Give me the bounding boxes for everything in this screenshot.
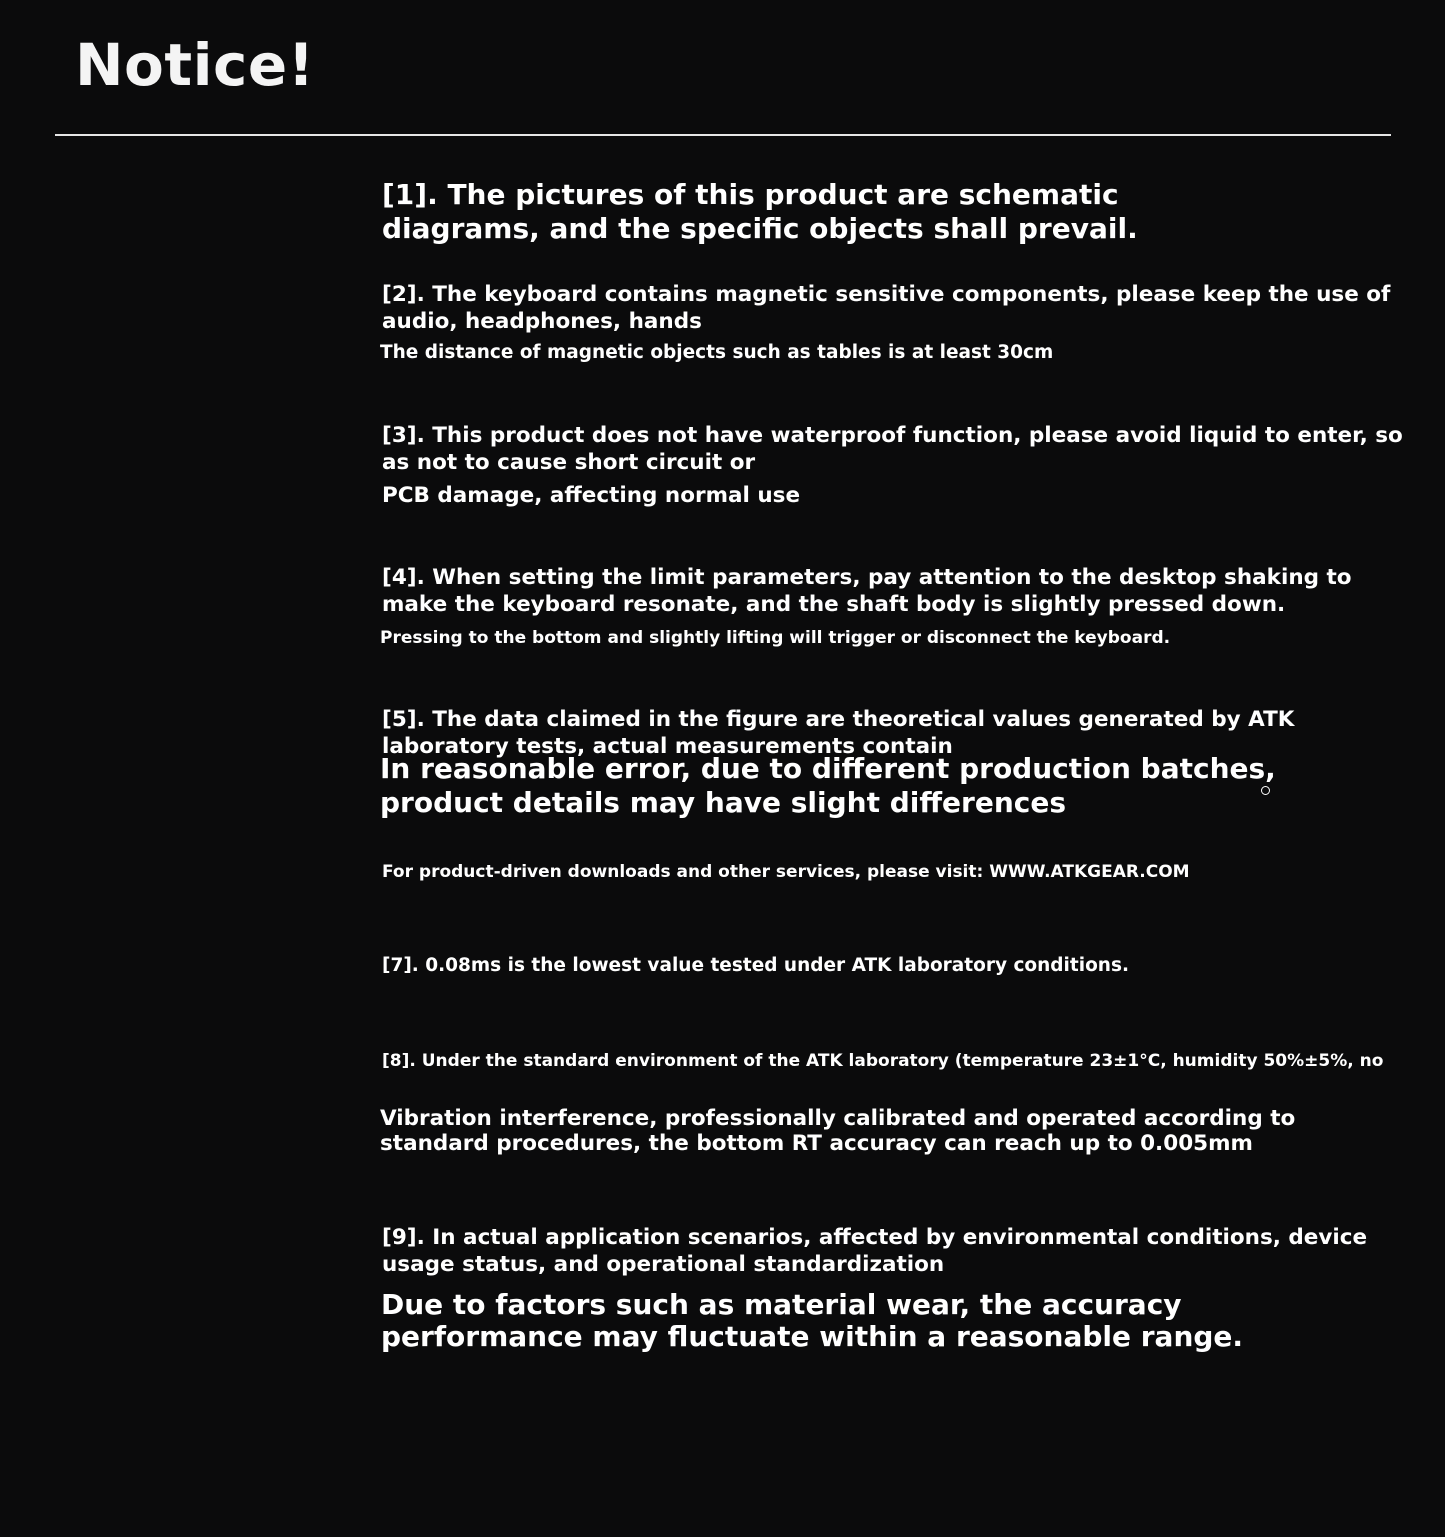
notice-item-5-line-1: [5]. The data claimed in the figure are theoretical values generated by ATK bbox=[382, 707, 1295, 732]
notice-item-1-line-1: [1]. The pictures of this product are schematic bbox=[382, 178, 1119, 211]
notice-item-2-line-1: [2]. The keyboard contains magnetic sensitive components, please keep the use of bbox=[382, 282, 1391, 307]
notice-title: Notice! bbox=[75, 31, 315, 99]
notice-item-7-line-1: [7]. 0.08ms is the lowest value tested under ATK laboratory conditions. bbox=[382, 955, 1129, 976]
notice-item-2-line-2: audio, headphones, hands bbox=[382, 309, 702, 334]
notice-item-3-line-2: as not to cause short circuit or bbox=[382, 450, 756, 475]
notice-item-4-line-1: [4]. When setting the limit parameters, pay attention to the desktop shaking to bbox=[382, 565, 1352, 590]
notice-item-3-line-1: [3]. This product does not have waterproof function, please avoid liquid to enter, so bbox=[382, 423, 1403, 448]
notice-item-9-line-2: usage status, and operational standardization bbox=[382, 1252, 945, 1277]
notice-item-9-line-3: Due to factors such as material wear, the accuracy bbox=[381, 1288, 1182, 1321]
notice-item-8-line-2: Vibration interference, professionally calibrated and operated according to bbox=[380, 1106, 1296, 1131]
notice-item-8-line-1: [8]. Under the standard environment of the ATK laboratory (temperature 23±1°C, humidity 50%±5%, no bbox=[382, 1051, 1384, 1071]
notice-item-9-line-4: performance may fluctuate within a reasonable range. bbox=[381, 1320, 1244, 1353]
notice-item-2-line-3: The distance of magnetic objects such as tables is at least 30cm bbox=[380, 342, 1054, 363]
notice-item-1-line-2: diagrams, and the specific objects shall prevail. bbox=[382, 212, 1138, 245]
notice-item-5-line-4: product details may have slight differences bbox=[380, 786, 1067, 819]
notice-item-9-line-1: [9]. In actual application scenarios, affected by environmental conditions, device bbox=[382, 1225, 1368, 1250]
small-circle-mark bbox=[1261, 786, 1270, 795]
notice-item-5-line-2: laboratory tests, actual measurements contain bbox=[382, 734, 953, 759]
notice-item-3-line-3: PCB damage, affecting normal use bbox=[382, 483, 801, 508]
title-divider bbox=[55, 134, 1391, 136]
notice-item-4-line-2: make the keyboard resonate, and the shaft body is slightly pressed down. bbox=[382, 592, 1286, 617]
notice-item-8-line-3: standard procedures, the bottom RT accuracy can reach up to 0.005mm bbox=[380, 1131, 1253, 1156]
notice-item-5-line-3: In reasonable error, due to different production batches, bbox=[380, 752, 1276, 785]
notice-item-4-line-3: Pressing to the bottom and slightly lifting will trigger or disconnect the keyboard. bbox=[380, 628, 1171, 648]
notice-item-6-line-1: For product-driven downloads and other services, please visit: WWW.ATKGEAR.COM bbox=[382, 862, 1190, 882]
